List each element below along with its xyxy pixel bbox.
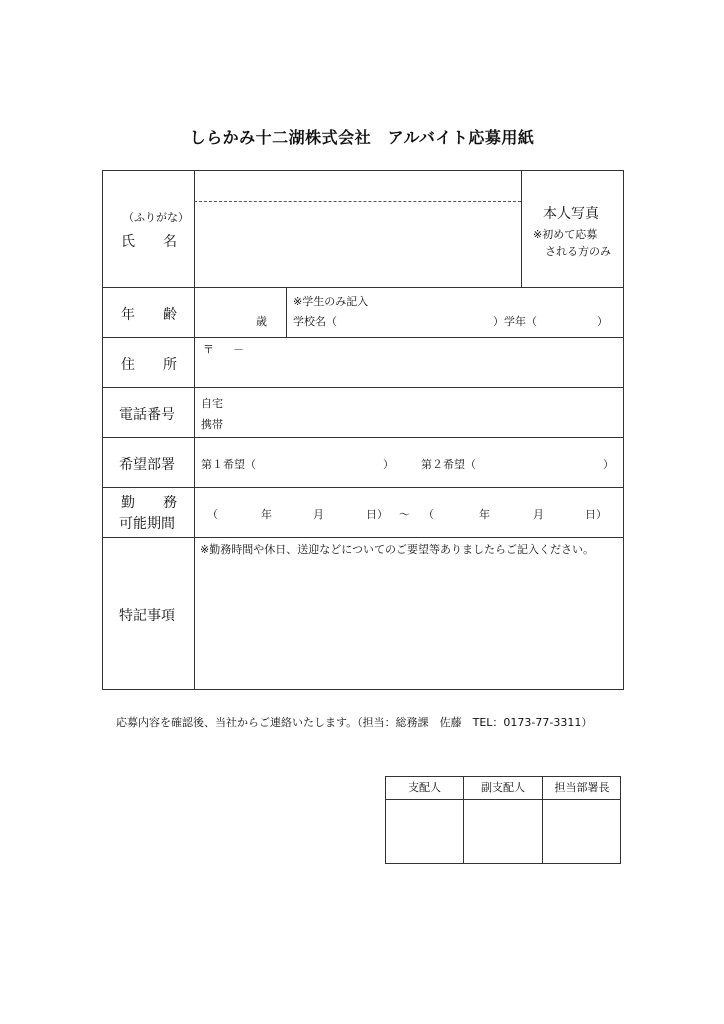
period-end-field[interactable] — [433, 501, 609, 525]
address-field[interactable] — [196, 339, 623, 385]
phone-label: 電話番号 — [119, 407, 175, 423]
period-label-2: 可能期間 — [119, 516, 175, 532]
name-label-2: 名 — [163, 234, 177, 250]
approval-table — [385, 776, 621, 864]
row-divider — [103, 537, 623, 538]
name-label-1: 氏 — [121, 234, 135, 250]
phone-mobile-label: 携帯 — [201, 418, 223, 431]
school-close: ）学年（ — [493, 315, 537, 328]
postal-dash: － — [233, 343, 244, 356]
column-divider — [194, 171, 195, 689]
period-year-1: 年 — [261, 508, 272, 521]
phone-home-label: 自宅 — [201, 397, 223, 410]
age-unit: 歳 — [256, 315, 267, 328]
period-day-2: 日） — [585, 508, 607, 521]
period-label-1a: 勤 — [121, 495, 135, 511]
notes-hint: ※勤務時間や休日、送迎などについてのご要望等ありましたらご記入ください。 — [200, 543, 594, 556]
age-divider — [286, 287, 287, 337]
row-divider — [103, 287, 623, 288]
period-year-2: 年 — [479, 508, 490, 521]
page-title: しらかみ十二湖株式会社 アルバイト応募用紙 — [189, 128, 535, 147]
postal-mark: 〒 — [203, 343, 214, 356]
age-field[interactable] — [196, 289, 284, 335]
period-open-2: （ — [423, 508, 434, 521]
name-field[interactable] — [196, 203, 519, 285]
phone-mobile-field[interactable] — [228, 413, 623, 433]
period-label-1b: 務 — [163, 495, 177, 511]
contact-note: 応募内容を確認後、当社からご連絡いたします。（担当：総務課 佐藤 TEL：0173-77-3311） — [116, 716, 593, 729]
notes-label: 特記事項 — [119, 608, 175, 624]
first-choice-field[interactable] — [261, 453, 381, 473]
period-open-1: （ — [207, 508, 218, 521]
second-choice-label: 第２希望（ — [421, 458, 476, 471]
period-start-field[interactable] — [215, 501, 391, 525]
photo-note-2: される方のみ — [545, 245, 611, 258]
approval-stamp-dept-chief[interactable] — [544, 801, 620, 862]
period-month-1: 月 — [313, 508, 324, 521]
second-choice-field[interactable] — [481, 453, 601, 473]
photo-note-1: ※初めて応募 — [533, 228, 598, 241]
row-divider — [103, 437, 623, 438]
row-divider — [103, 387, 623, 388]
age-label-2: 齢 — [163, 307, 177, 323]
approval-head-manager: 支配人 — [408, 781, 441, 794]
student-note: ※学生のみ記入 — [293, 295, 369, 308]
furigana-line — [194, 201, 521, 202]
photo-divider — [521, 171, 522, 287]
furigana-field[interactable] — [196, 173, 519, 200]
age-label-1: 年 — [121, 307, 135, 323]
photo-title: 本人写真 — [543, 206, 599, 222]
approval-head-deputy: 副支配人 — [481, 781, 525, 794]
application-form — [102, 170, 624, 690]
period-day-1: 日） — [366, 508, 388, 521]
row-divider — [103, 487, 623, 488]
period-tilde: ～ — [399, 508, 410, 521]
department-label: 希望部署 — [119, 457, 175, 473]
approval-stamp-manager[interactable] — [387, 801, 462, 862]
first-choice-close: ） — [383, 458, 394, 471]
approval-stamp-deputy[interactable] — [465, 801, 541, 862]
approval-head-dept-chief: 担当部署長 — [554, 781, 610, 794]
school-label: 学校名（ — [293, 315, 337, 328]
grade-close: ） — [597, 315, 608, 328]
approval-header-divider — [386, 799, 620, 800]
phone-home-field[interactable] — [228, 391, 623, 411]
first-choice-label: 第１希望（ — [201, 458, 256, 471]
address-label-2: 所 — [163, 357, 177, 373]
row-divider — [103, 337, 623, 338]
notes-field[interactable] — [196, 559, 623, 687]
school-field[interactable] — [349, 311, 489, 331]
period-month-2: 月 — [533, 508, 544, 521]
address-label-1: 住 — [121, 357, 135, 373]
furigana-label: （ふりがな） — [123, 211, 189, 224]
grade-field[interactable] — [545, 311, 597, 331]
second-choice-close: ） — [603, 458, 614, 471]
